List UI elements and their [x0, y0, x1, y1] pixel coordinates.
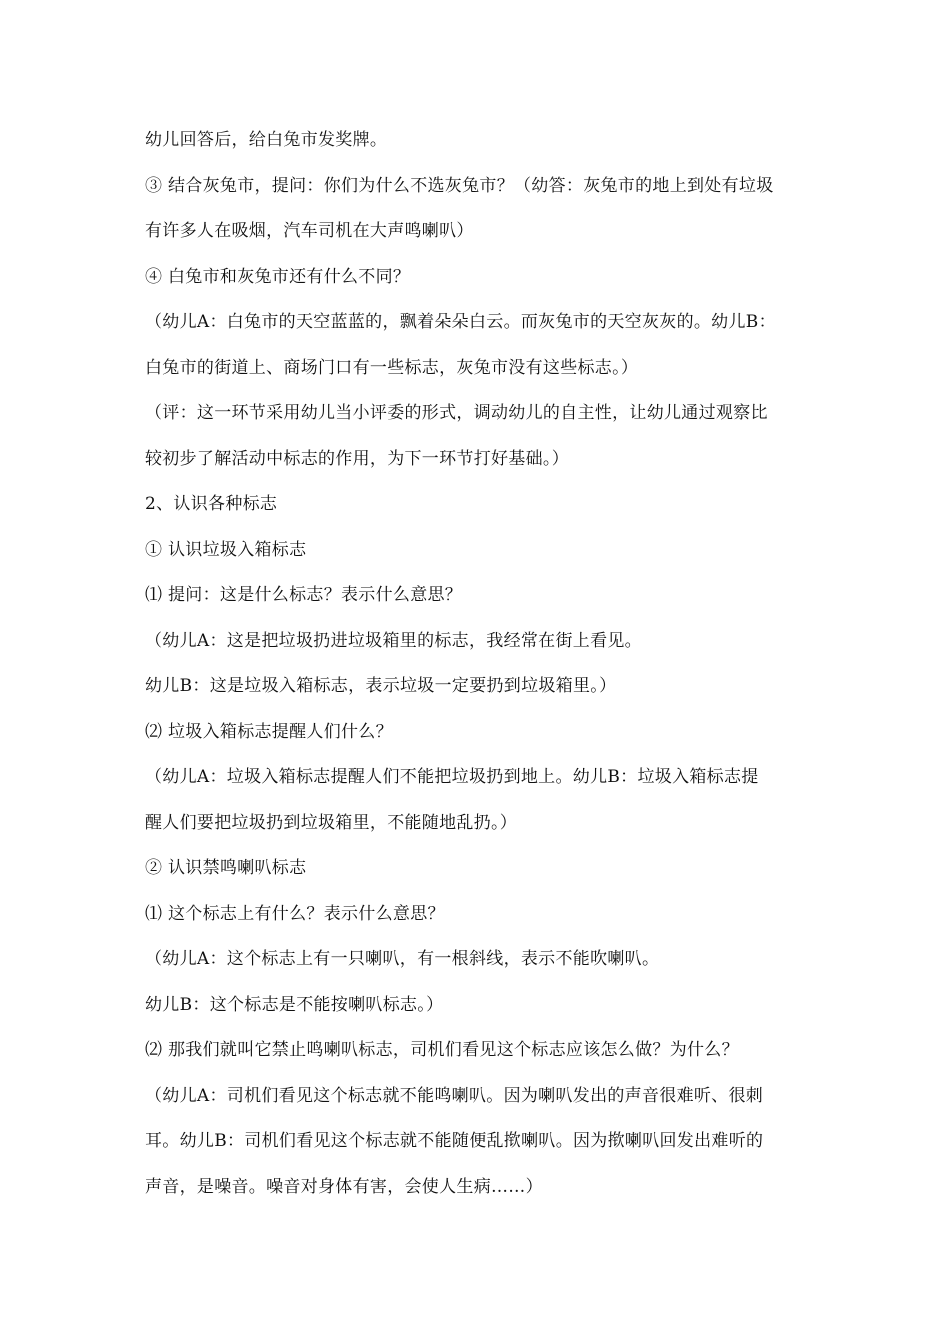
text-line: ③ 结合灰兔市，提问：你们为什么不选灰兔市？（幼答：灰兔市的地上到处有垃圾	[145, 175, 774, 196]
text-line: （评：这一环节采用幼儿当小评委的形式，调动幼儿的自主性，让幼儿通过观察比	[145, 403, 768, 423]
text-line: ⑴ 提问：这是什么标志？表示什么意思？	[145, 585, 463, 605]
text-line: （幼儿A：垃圾入箱标志提醒人们不能把垃圾扔到地上。幼儿B：垃圾入箱标志提	[145, 767, 759, 787]
text-line: 幼儿B：这个标志是不能按喇叭标志。）	[145, 994, 444, 1015]
text-line: 耳。幼儿B：司机们看见这个标志就不能随便乱揿喇叭。因为揿喇叭回发出难听的	[145, 1131, 764, 1151]
text-line: ⑴ 这个标志上有什么？表示什么意思？	[145, 903, 445, 924]
text-line: ⑵ 垃圾入箱标志提醒人们什么？	[145, 721, 393, 742]
text-line: （幼儿A：这个标志上有一只喇叭，有一根斜线，表示不能吹喇叭。	[145, 949, 660, 969]
subsection-heading: ① 认识垃圾入箱标志	[145, 539, 307, 560]
document-body	[145, 118, 815, 1210]
text-line: ④ 白兔市和灰兔市还有什么不同？	[145, 266, 411, 287]
text-line: （幼儿A：司机们看见这个标志就不能鸣喇叭。因为喇叭发出的声音很难听、很刺	[145, 1085, 764, 1106]
text-line: 幼儿B：这是垃圾入箱标志，表示垃圾一定要扔到垃圾箱里。）	[145, 676, 617, 696]
text-line: 白兔市的街道上、商场门口有一些标志，灰兔市没有这些标志。）	[145, 357, 639, 378]
text-line: （幼儿A：白兔市的天空蓝蓝的，飘着朵朵白云。而灰兔市的天空灰灰的。幼儿B：	[145, 312, 776, 332]
text-line: ⑵ 那我们就叫它禁止鸣喇叭标志，司机们看见这个标志应该怎么做？为什么？	[145, 1040, 739, 1060]
text-line: 声音，是噪音。噪音对身体有害，会使人生病……）	[145, 1176, 543, 1197]
text-line: 醒人们要把垃圾扔到垃圾箱里，不能随地乱扔。）	[145, 812, 518, 833]
section-heading: 2、认识各种标志	[145, 494, 278, 514]
text-line: （幼儿A：这是把垃圾扔进垃圾箱里的标志，我经常在街上看见。	[145, 630, 642, 651]
text-line: 较初步了解活动中标志的作用，为下一环节打好基础。）	[145, 448, 569, 469]
text-line: 幼儿回答后，给白兔市发奖牌。	[145, 130, 388, 150]
text-line: 有许多人在吸烟，汽车司机在大声鸣喇叭）	[145, 221, 474, 241]
subsection-heading: ② 认识禁鸣喇叭标志	[145, 858, 307, 878]
